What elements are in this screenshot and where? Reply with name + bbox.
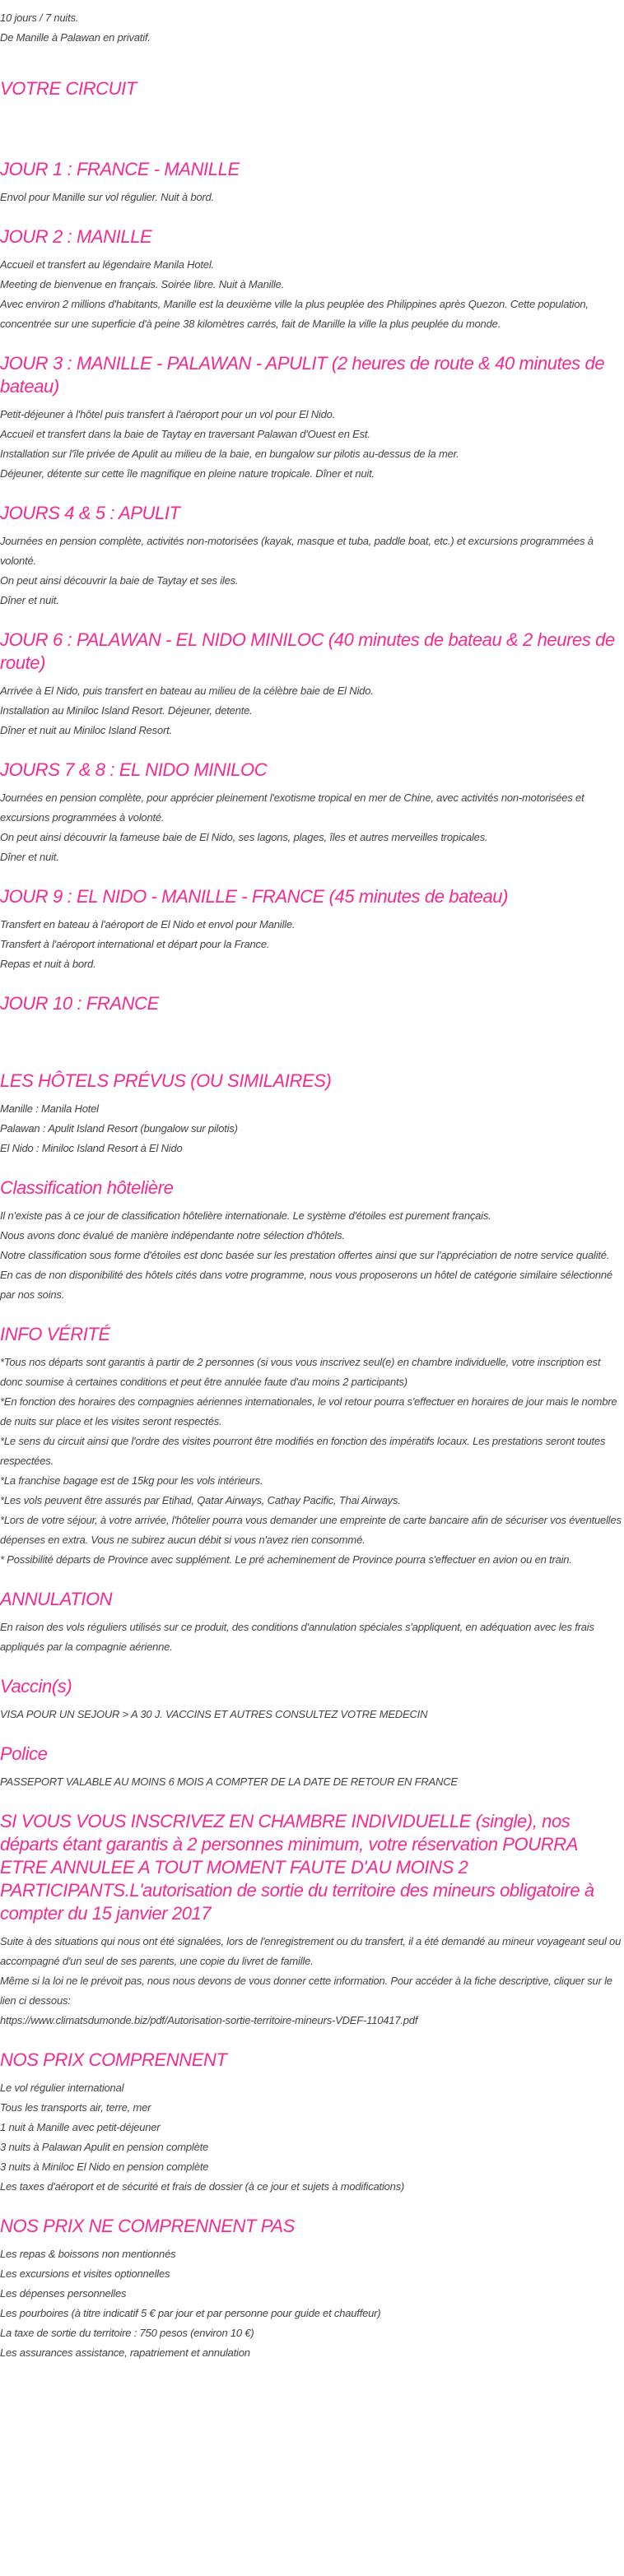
prices-include-section xyxy=(0,2049,624,2197)
day-line: Journées en pension complète, activités non-motorisées (kayak, masque et tuba, paddle boat, etc.) et excursions programmées à volonté. xyxy=(0,535,594,567)
day-line: Meeting de bienvenue en français. Soirée libre. Nuit à Manille. xyxy=(0,278,285,290)
day-line: Installation sur l'île privée de Apulit au milieu de la baie, en bungalow sur pilotis au-dessus de la mer. xyxy=(0,448,459,460)
annulation-line: En raison des vols réguliers utilisés sur ce produit, des conditions d'annulation spéciales s'appliquent, en adéquation avec les frais appliqués par la compagnie aérienne. xyxy=(0,1621,594,1653)
intro xyxy=(0,8,624,48)
info-line: *Les vols peuvent être assurés par Etihad, Qatar Airways, Cathay Pacific, Thai Airways. xyxy=(0,1494,401,1506)
day-line: Accueil et transfert dans la baie de Taytay en traversant Palawan d'Ouest en Est. xyxy=(0,428,370,440)
info-line: *Lors de votre séjour, à votre arrivée, l'hôtelier pourra vous demander une empreinte de carte bancaire afin de sécuriser vos éventuelles dépenses en extra. Vous ne subirez aucun débit si vous n'avez rien consommé. xyxy=(0,1514,622,1546)
days-7-8 xyxy=(0,759,624,867)
included-item: 1 nuit à Manille avec petit-déjeuner xyxy=(0,2121,161,2133)
intro-duration: 10 jours / 7 nuits. xyxy=(0,12,79,24)
police-section xyxy=(0,1743,624,1792)
day-title: JOUR 6 : PALAWAN - EL NIDO MINILOC (40 minutes de bateau & 2 heures de route) xyxy=(0,629,615,673)
hotels-title: LES HÔTELS PRÉVUS (OU SIMILAIRES) xyxy=(0,1070,332,1091)
hotels-section xyxy=(0,1070,624,1158)
excluded-item: Les excursions et visites optionnelles xyxy=(0,2267,170,2280)
day-line: On peut ainsi découvrir la fameuse baie de El Nido, ses lagons, plages, îles et autres merveilles tropicales. xyxy=(0,831,488,843)
day-title: JOUR 2 : MANILLE xyxy=(0,226,152,247)
circuit-title: VOTRE CIRCUIT xyxy=(0,78,137,99)
day-title: JOURS 4 & 5 : APULIT xyxy=(0,503,180,523)
police-line: PASSEPORT VALABLE AU MOINS 6 MOIS A COMPTER DE LA DATE DE RETOUR EN FRANCE xyxy=(0,1775,458,1788)
day-line: Journées en pension complète, pour apprécier pleinement l'exotisme tropical en mer de Chine, avec activités non-motorisées et excursions programmées à volonté. xyxy=(0,791,584,824)
day-line: On peut ainsi découvrir la baie de Taytay et ses iles. xyxy=(0,574,239,587)
classification-section xyxy=(0,1177,624,1305)
days-4-5 xyxy=(0,502,624,610)
prices-exclude-title: NOS PRIX NE COMPRENNENT PAS xyxy=(0,2216,295,2236)
hotel-item: Palawan : Apulit Island Resort (bungalow sur pilotis) xyxy=(0,1122,238,1135)
prices-exclude-section xyxy=(0,2215,624,2363)
day-line: Petit-déjeuner à l'hôtel puis transfert à l'aéroport pour un vol pour El Nido. xyxy=(0,408,336,420)
single-room-title: SI VOUS VOUS INSCRIVEZ EN CHAMBRE INDIVIDUELLE (single), nos départs étant garantis à 2 personnes minimum, votre réservation POURRA ETRE ANNULEE A TOUT MOMENT FAUTE D'AU MOINS 2 PARTICIPANTS.L'autorisation de sortie du territoire des mineurs obligatoire à compter du 15 janvier 2017 xyxy=(0,1811,594,1924)
info-verite-section xyxy=(0,1323,624,1570)
info-line: *Le sens du circuit ainsi que l'ordre des visites pourront être modifiés en fonction des impératifs locaux. Les prestations seront toutes respectées. xyxy=(0,1435,606,1467)
info-line: *Tous nos départs sont garantis à partir de 2 personnes (si vous vous inscrivez seul(e) en chambre individuelle, votre inscription est donc soumise à certaines conditions et peut être annulée faute d'au moins 2 participants) xyxy=(0,1356,601,1388)
day-title: JOUR 3 : MANILLE - PALAWAN - APULIT (2 heures de route & 40 minutes de bateau) xyxy=(0,353,605,397)
excluded-item: Les pourboires (à titre indicatif 5 € par jour et par personne pour guide et chauffeur) xyxy=(0,2307,381,2319)
excluded-item: Les dépenses personnelles xyxy=(0,2287,127,2300)
day-2 xyxy=(0,225,624,334)
day-line: Avec environ 2 millions d'habitants, Manille est la deuxième ville la plus peuplée des Philippines après Quezon. Cette population, concentrée sur une superficie d'à peine 38 kilomètres carrés, fait de Manille la ville la plus peuplée du monde. xyxy=(0,298,589,330)
annulation-title: ANNULATION xyxy=(0,1589,113,1609)
classification-title: Classification hôtelière xyxy=(0,1177,174,1198)
classification-line: Notre classification sous forme d'étoiles est donc basée sur les prestation offertes ainsi que sur l'appréciation de notre service qualité. xyxy=(0,1249,610,1261)
hotel-item: Manille : Manila Hotel xyxy=(0,1102,99,1115)
vaccins-section xyxy=(0,1675,624,1724)
included-item: Le vol régulier international xyxy=(0,2082,124,2094)
info-line: *En fonction des horaires des compagnies aériennes internationales, le vol retour pourra s'effectuer en horaires de jour mais le nombre de nuits sur place et les visites seront respectés. xyxy=(0,1395,617,1427)
excluded-item: Les assurances assistance, rapatriement et annulation xyxy=(0,2346,250,2359)
classification-line: Il n'existe pas à ce jour de classification hôtelière internationale. Le système d'étoiles est purement français. xyxy=(0,1209,491,1222)
excluded-item: Les repas & boissons non mentionnés xyxy=(0,2248,176,2260)
classification-line: En cas de non disponibilité des hôtels cités dans votre programme, nous vous proposerons un hôtel de catégorie similaire sélectionné par nos soins. xyxy=(0,1269,612,1301)
day-line: Dîner et nuit. xyxy=(0,851,59,863)
info-line: *La franchise bagage est de 15kg pour les vols intérieurs. xyxy=(0,1474,263,1487)
excluded-item: La taxe de sortie du territoire : 750 pesos (environ 10 €) xyxy=(0,2327,254,2339)
day-title: JOUR 9 : EL NIDO - MANILLE - FRANCE (45 minutes de bateau) xyxy=(0,886,509,907)
annulation-section xyxy=(0,1588,624,1657)
vaccins-line: VISA POUR UN SEJOUR > A 30 J. VACCINS ET AUTRES CONSULTEZ VOTRE MEDECIN xyxy=(0,1708,428,1720)
minors-authorization-link[interactable]: https://www.climatsdumonde.biz/pdf/Autorisation-sortie-territoire-mineurs-VDEF-110417.pdf xyxy=(0,2014,418,2026)
single-line: Suite à des situations qui nous ont été signalées, lors de l'enregistrement ou du transfert, il a été demandé au mineur voyageant seul ou accompagné d'un seul de ses parents, une copie du livret de famille. xyxy=(0,1935,622,1967)
day-line: Transfert en bateau à l'aéroport de El Nido et envol pour Manille. xyxy=(0,918,296,931)
hotel-item: El Nido : Miniloc Island Resort à El Nido xyxy=(0,1142,183,1154)
single-room-section xyxy=(0,1810,624,2031)
prices-include-title: NOS PRIX COMPRENNENT xyxy=(0,2049,227,2070)
included-item: 3 nuits à Miniloc El Nido en pension complète xyxy=(0,2161,209,2173)
day-line: Installation au Miniloc Island Resort. Déjeuner, detente. xyxy=(0,704,253,717)
day-line: Déjeuner, détente sur cette île magnifique en pleine nature tropicale. Dîner et nuit. xyxy=(0,467,375,480)
single-line: Même si la loi ne le prévoit pas, nous nous devons de vous donner cette information. Pour accéder à la fiche descriptive, cliquer sur le lien ci dessous: xyxy=(0,1975,612,2007)
day-line: Repas et nuit à bord. xyxy=(0,958,96,970)
day-line: Envol pour Manille sur vol régulier. Nuit à bord. xyxy=(0,191,214,203)
included-item: Tous les transports air, terre, mer xyxy=(0,2101,151,2114)
day-6 xyxy=(0,629,624,740)
day-1 xyxy=(0,158,624,207)
vaccins-title: Vaccin(s) xyxy=(0,1676,72,1696)
intro-subtitle: De Manille à Palawan en privatif. xyxy=(0,31,151,44)
day-title: JOUR 10 : FRANCE xyxy=(0,993,159,1014)
day-line: Transfert à l'aéroport international et départ pour la France. xyxy=(0,938,270,950)
day-line: Dîner et nuit au Miniloc Island Resort. xyxy=(0,724,172,736)
police-title: Police xyxy=(0,1743,48,1764)
info-line: * Possibilité départs de Province avec supplément. Le pré acheminement de Province pourra s'effectuer en avion ou en train. xyxy=(0,1553,572,1566)
included-item: Les taxes d'aéroport et de sécurité et frais de dossier (à ce jour et sujets à modifications) xyxy=(0,2180,405,2193)
day-line: Accueil et transfert au légendaire Manila Hotel. xyxy=(0,258,214,271)
day-line: Dîner et nuit. xyxy=(0,594,59,606)
info-verite-title: INFO VÉRITÉ xyxy=(0,1324,110,1344)
classification-line: Nous avons donc évalué de manière indépendante notre sélection d'hôtels. xyxy=(0,1229,345,1242)
day-10 xyxy=(0,992,624,1015)
included-item: 3 nuits à Palawan Apulit en pension complète xyxy=(0,2141,209,2153)
day-9 xyxy=(0,885,624,974)
day-3 xyxy=(0,352,624,484)
day-title: JOURS 7 & 8 : EL NIDO MINILOC xyxy=(0,759,268,780)
day-title: JOUR 1 : FRANCE - MANILLE xyxy=(0,159,240,179)
day-line: Arrivée à El Nido, puis transfert en bateau au milieu de la célèbre baie de El Nido. xyxy=(0,685,374,697)
